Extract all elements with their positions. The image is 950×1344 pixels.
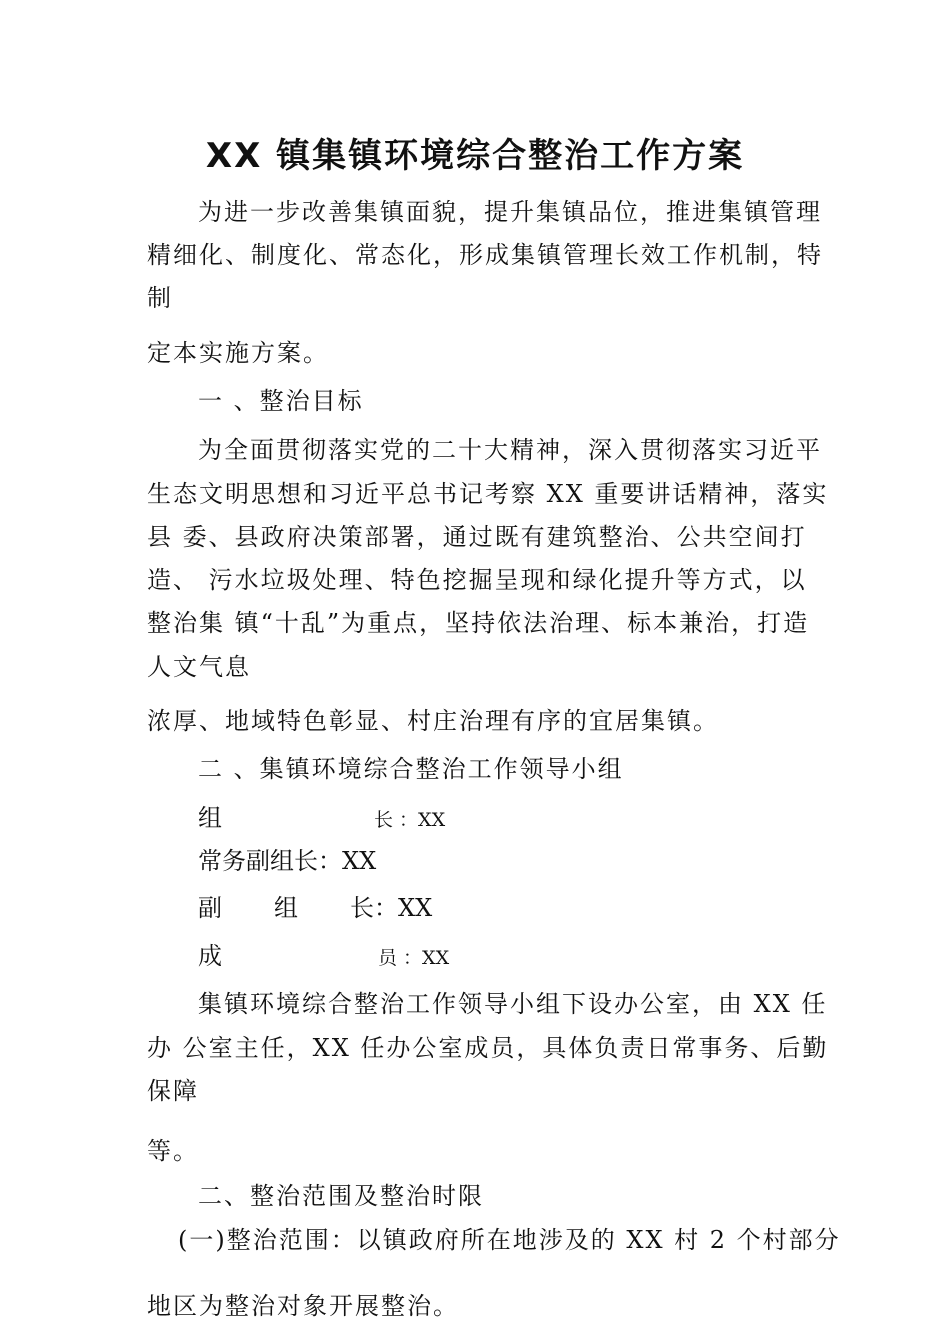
roster-deputy (198, 893, 432, 923)
roster-value: 长 ：XX (374, 809, 446, 831)
paragraph-line: 精细化、制度化、常态化，形成集镇管理长效工作机制，特 (147, 241, 823, 269)
paragraph-line: 地区为整治对象开展整治。 (147, 1292, 459, 1320)
paragraph-line: 保障 (147, 1077, 199, 1105)
paragraph-line: 制 (147, 284, 173, 312)
paragraph-line: 为全面贯彻落实党的二十大精神，深入贯彻落实习近平 (198, 436, 822, 464)
roster-label: 副 (198, 894, 222, 922)
section-heading: 一 、整治目标 (198, 387, 364, 415)
roster-label: 组 (198, 804, 222, 832)
roster-leader (198, 803, 445, 835)
paragraph-line: (一)整治范围：以镇政府所在地涉及的 XX 村 2 个村部分 (178, 1226, 841, 1254)
paragraph-line: 为进一步改善集镇面貌，提升集镇品位，推进集镇管理 (198, 198, 822, 226)
roster-member (198, 941, 449, 973)
roster-exec-deputy (198, 846, 376, 876)
roster-value: 员 ：XX (378, 947, 450, 969)
paragraph-line: 集镇环境综合整治工作领导小组下设办公室，由 XX 任 (198, 990, 828, 1018)
paragraph-line: 人文气息 (147, 653, 251, 681)
paragraph-line: 造、 污水垃圾处理、特色挖掘呈现和绿化提升等方式，以 (147, 566, 807, 594)
paragraph-line: 县 委、县政府决策部署，通过既有建筑整治、公共空间打 (147, 523, 807, 551)
roster-value: 长：XX (350, 894, 433, 922)
paragraph-line: 浓厚、地域特色彰显、村庄治理有序的宜居集镇。 (147, 707, 719, 735)
paragraph-line: 等。 (147, 1137, 199, 1165)
section-heading: 二、整治范围及整治时限 (198, 1182, 484, 1210)
paragraph-line: 办 公室主任，XX 任办公室成员，具体负责日常事务、后勤 (147, 1034, 829, 1062)
roster-label: 组 (274, 894, 298, 922)
paragraph-line: 整治集 镇“十乱”为重点，坚持依法治理、标本兼治，打造 (147, 609, 810, 637)
roster-label: 常务副组长：XX (198, 847, 377, 875)
section-heading: 二 、集镇环境综合整治工作领导小组 (198, 755, 624, 783)
paragraph-line: 定本实施方案。 (147, 339, 329, 367)
paragraph-line: 生态文明思想和习近平总书记考察 XX 重要讲话精神，落实 (147, 480, 829, 508)
roster-label: 成 (198, 942, 222, 970)
document-title: XX 镇集镇环境综合整治工作方案 (205, 136, 745, 176)
